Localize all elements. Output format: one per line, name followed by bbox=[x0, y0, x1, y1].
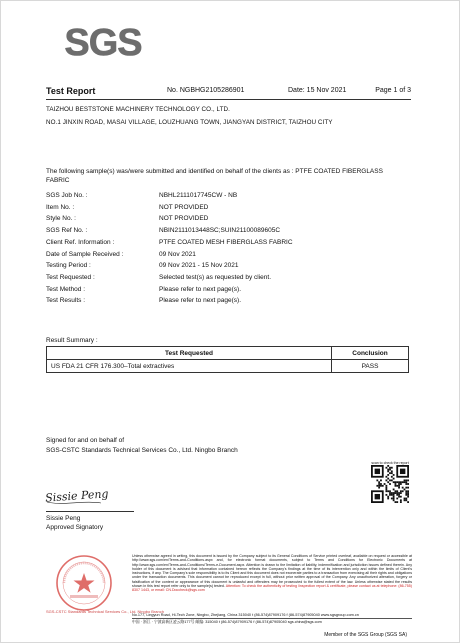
field-value: 09 Nov 2021 bbox=[159, 250, 196, 258]
client-name: TAIZHOU BESTSTONE MACHINERY TECHNOLOGY CO., LTD. bbox=[46, 106, 230, 113]
field-value: 09 Nov 2021 - 15 Nov 2021 bbox=[159, 262, 239, 270]
authenticity-notice: Attention: To check the authenticity of testing /inspection report & certificate, please contact us at telephone: (86-755) 8307 1443, or email: CN.Doccheck@sgs.com bbox=[132, 584, 412, 593]
signed-on-behalf: Signed for and on behalf of bbox=[46, 437, 125, 444]
sample-intro: The following sample(s) was/were submitted and identified on behalf of the clients as : PTFE COATED FIBERGLASS FABRIC bbox=[46, 168, 383, 184]
col-conclusion: Conclusion bbox=[332, 347, 409, 360]
result-summary-label: Result Summary : bbox=[46, 337, 98, 344]
verification-qr bbox=[371, 461, 409, 508]
table-row bbox=[47, 360, 409, 373]
result-summary-table bbox=[46, 346, 409, 373]
sgs-logo bbox=[63, 19, 143, 65]
company-seal-stamp bbox=[54, 553, 114, 613]
field-label: SGS Ref No. : bbox=[46, 227, 88, 235]
field-value: NBIN2111013448SC;SUIN21100089605C bbox=[159, 227, 281, 235]
field-value: NBHL2111017745CW - NB bbox=[159, 192, 238, 199]
report-header bbox=[46, 87, 411, 99]
terms-text: Unless otherwise agreed in writing, this document is issued by the Company subject to its General Conditions of Service printed overleaf, available on request or accessible at http://www.sgs.com/en/Terms-and-Conditions.aspx and, for electronic format documents, subject to Terms and Conditions for Electronic Documents at http://www.sgs.com/en/Terms-and-Conditions/Terms-e-Document.aspx. Attention is drawn to the limitation of liability, indemnification and jurisdiction issues defined therein. Any holder of this document is advised that information contained hereon reflects the Company's findings at the time of its intervention only and within the limits of Client's instructions, if any. The Company's sole responsibility is to its Client and this document does not exonerate parties to a transaction from exercising all their rights and obligations under the transaction documents. This document cannot be reproduced except in full, without prior written approval of the Company. Any unauthorized alteration, forgery or falsification of the content or appearance of this document is unlawful and offenders may be prosecuted to the fullest extent of the law. Unless otherwise stated the results shown in this test report refer only to the sample(s) tested. bbox=[132, 554, 412, 589]
field-label: SGS Job No. : bbox=[46, 192, 88, 199]
field-label: Date of Sample Received : bbox=[46, 250, 124, 258]
table-header-row bbox=[47, 347, 409, 360]
row-conclusion: PASS bbox=[332, 360, 409, 373]
handwritten-signature bbox=[43, 479, 123, 509]
field-value: Please refer to next page(s). bbox=[159, 285, 242, 293]
field-value: NOT PROVIDED bbox=[159, 203, 209, 211]
field-label: Test Results : bbox=[46, 297, 86, 305]
qr-code-icon bbox=[371, 465, 409, 503]
sgs-group-membership: Member of the SGS Group (SGS SA) bbox=[324, 632, 407, 638]
qr-caption: scan to check the report bbox=[371, 461, 409, 465]
field-label: Test Requested : bbox=[46, 273, 95, 281]
field-label: Testing Period : bbox=[46, 262, 91, 270]
client-address: NO.1 JINXIN ROAD, MASAI VILLAGE, LOUZHUANG TOWN, JIANGYAN DISTRICT, TAIZHOU CITY bbox=[46, 119, 333, 126]
field-label: Client Ref. Information : bbox=[46, 238, 115, 246]
svg-text:SGS: SGS bbox=[64, 22, 142, 64]
footer-address-cn: 中国 · 浙江 · 宁波高新区凌云路177号 邮编: 315040 t (86-574)87909176 f (86-574)87905040 sgs.china@sgs.com bbox=[132, 620, 322, 624]
signature-line bbox=[46, 511, 134, 512]
field-value: Please refer to next page(s). bbox=[159, 297, 242, 305]
footer-divider bbox=[132, 618, 412, 619]
field-value: Selected test(s) as requested by client. bbox=[159, 273, 272, 281]
page-indicator: Page 1 of 3 bbox=[375, 87, 411, 94]
field-value: PTFE COATED MESH FIBERGLASS FABRIC bbox=[159, 238, 293, 246]
field-label: Test Method : bbox=[46, 285, 86, 293]
report-number: No. NGBHG2105286901 bbox=[167, 87, 245, 94]
field-value: NOT PROVIDED bbox=[159, 215, 209, 223]
signatory-role: Approved Signatory bbox=[46, 524, 104, 531]
signatory-name: Sissie Peng bbox=[46, 515, 81, 522]
col-test-requested: Test Requested bbox=[47, 347, 332, 360]
svg-text:Sissie Peng: Sissie Peng bbox=[44, 487, 109, 505]
terms-fine-print bbox=[132, 554, 412, 593]
field-label: Style No. : bbox=[46, 215, 76, 223]
stamp-caption: SGS-CSTC Standards Technical Services Co., Ltd. Ningbo Branch bbox=[46, 609, 164, 614]
row-test: US FDA 21 CFR 176.300–Total extractives bbox=[47, 360, 332, 373]
field-label: Item No. : bbox=[46, 203, 75, 211]
report-title: Test Report bbox=[46, 86, 96, 96]
signing-entity: SGS-CSTC Standards Technical Services Co., Ltd. Ningbo Branch bbox=[46, 447, 238, 454]
header-divider bbox=[46, 99, 411, 100]
footer-address-en: No.177, Lingyun Road, Hi-Tech Zone, Ningbo, Zhejiang, China 315040 t (86-574)87909176 f (86-574)87905040 www.sgsgroup.com.cn bbox=[132, 613, 359, 617]
report-date: Date: 15 Nov 2021 bbox=[288, 87, 347, 94]
